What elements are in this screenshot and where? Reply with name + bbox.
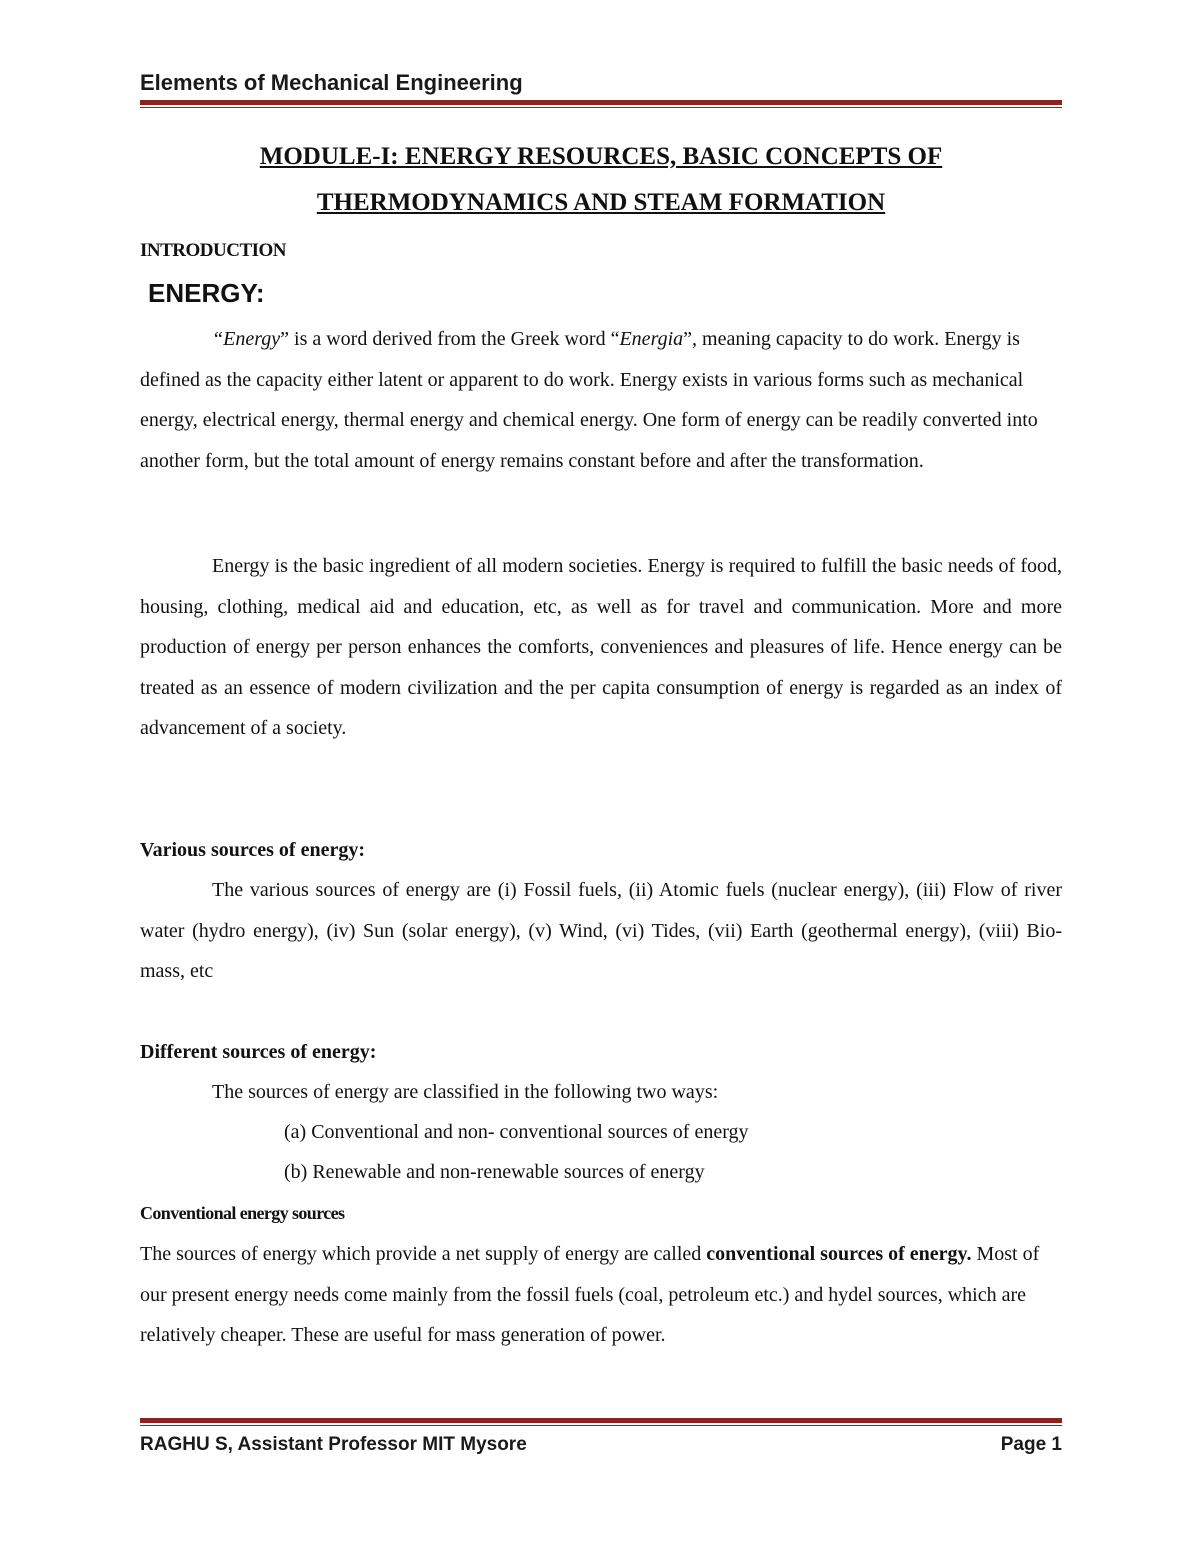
footer-author: RAGHU S, Assistant Professor MIT Mysore: [140, 1434, 527, 1455]
energy-term: “Energy: [212, 328, 281, 350]
conventional-sources-term: conventional sources of energy.: [706, 1243, 972, 1265]
conventional-sources-heading: Conventional energy sources: [140, 1203, 345, 1223]
classification-item-a: (a) Conventional and non- conventional sources of energy: [284, 1121, 749, 1143]
running-header: Elements of Mechanical Engineering: [140, 70, 523, 95]
various-sources-heading: Various sources of energy:: [140, 839, 365, 861]
classification-item-b: (b) Renewable and non-renewable sources of energy: [284, 1161, 705, 1183]
classification-intro: The sources of energy are classified in the following two ways:: [212, 1081, 719, 1103]
module-title-line-2: THERMODYNAMICS AND STEAM FORMATION: [316, 189, 886, 216]
module-title-line-1: MODULE-I: ENERGY RESOURCES, BASIC CONCEPTS OF: [259, 143, 943, 170]
conventional-sources-paragraph: The sources of energy which provide a net supply of energy are called conventional sources of energy. Most of our present energy needs come mainly from the fossil fuels (coal, petroleum etc.) and hydel sources, which are relatively cheaper. These are useful for mass generation of power.: [140, 1243, 1040, 1346]
energy-definition-paragraph: “Energy” is a word derived from the Greek word “Energia”, meaning capacity to do work. Energy is defined as the capacity either latent or apparent to do work. Energy exists in various forms such as mechanical energy, electrical energy, thermal energy and chemical energy. One form of energy can be readily converted into another form, but the total amount of energy remains constant before and after the transformation.: [140, 328, 1038, 472]
different-sources-heading: Different sources of energy:: [140, 1041, 377, 1063]
page-number: Page 1: [1000, 1434, 1062, 1455]
energy-heading: ENERGY:: [148, 278, 265, 308]
footer-rule: [140, 1418, 1062, 1426]
various-sources-paragraph: The various sources of energy are (i) Fossil fuels, (ii) Atomic fuels (nuclear energy), (iii) Flow of river water (hydro energy), (iv) Sun (solar energy), (v) Wind, (vi) Tides, (vii) Earth (geothermal energy), (viii) Bio-mass, etc: [140, 879, 1062, 982]
energia-term: Energia: [619, 328, 684, 350]
energy-importance-paragraph: Energy is the basic ingredient of all modern societies. Energy is required to fulfill the basic needs of food, housing, clothing, medical aid and education, etc, as well as for travel and communication. More and more production of energy per person enhances the comforts, conveniences and pleasures of life. Hence energy can be treated as an essence of modern civilization and the per capita consumption of energy is regarded as an index of advancement of a society.: [140, 555, 1062, 739]
header-rule: [140, 100, 1062, 108]
introduction-label: INTRODUCTION: [140, 240, 287, 261]
